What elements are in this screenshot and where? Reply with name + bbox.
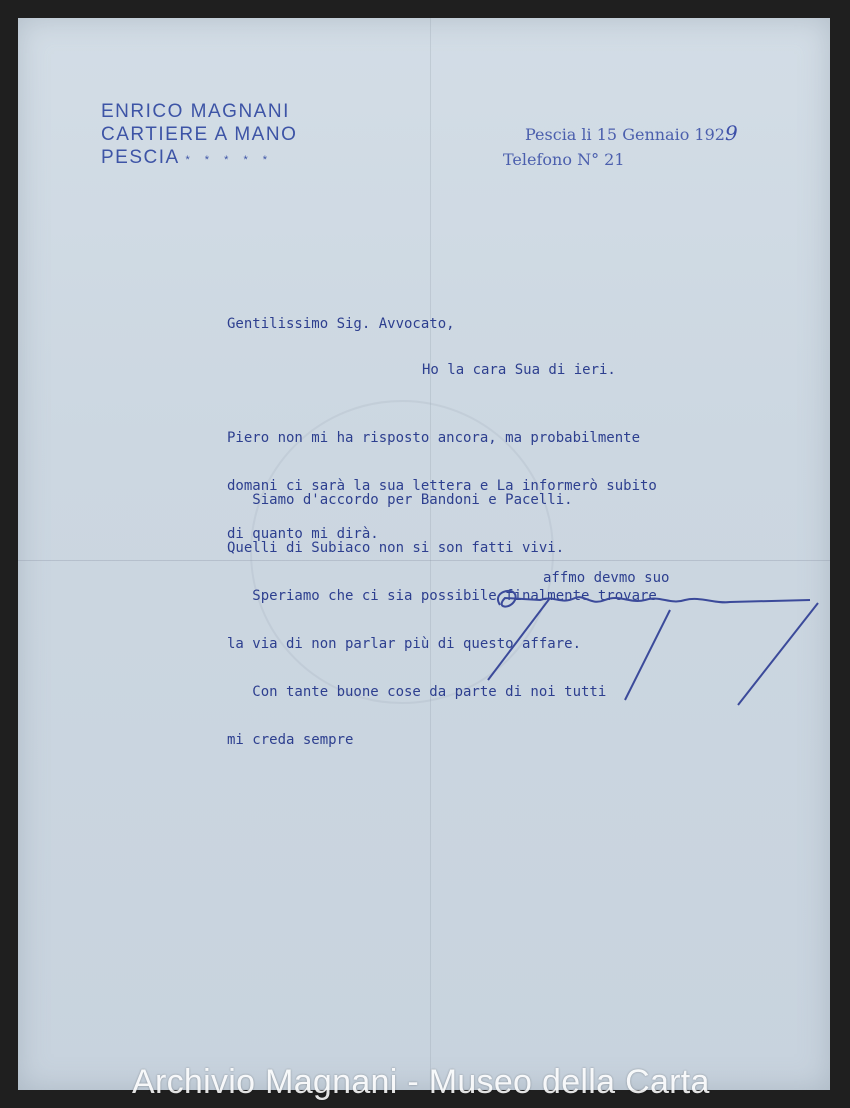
text-line: domani ci sarà la sua lettera e La informerò subito [227, 478, 657, 494]
phone-number: Telefono N° 21 [503, 150, 625, 169]
letterhead-ornament: * * * * * [185, 154, 274, 166]
archive-watermark-caption: Archivio Magnani - Museo della Carta [132, 1063, 710, 1101]
letterhead-city: PESCIA * * * * * [101, 147, 274, 168]
letterhead-name: ENRICO MAGNANI [101, 101, 290, 122]
closing: affmo devmo suo [543, 570, 670, 586]
letterhead [101, 100, 297, 172]
paragraph-1: Ho la cara Sua di ieri. [422, 362, 616, 378]
handwritten-signature [480, 570, 825, 715]
text-line: Piero non mi ha risposto ancora, ma probabilmente [227, 430, 641, 446]
handwritten-year-digit: 9 [724, 121, 738, 145]
text-line: Quelli di Subiaco non si son fatti vivi. [227, 540, 565, 556]
place-date: Pescia li 15 Gennaio 1929 [525, 121, 738, 145]
text-line: mi creda sempre [227, 732, 354, 748]
text-line: Con tante buone cose da parte di noi tutti [227, 684, 607, 700]
text-line: di quanto mi dirà. [227, 526, 379, 542]
text-line: la via di non parlar più di questo affare. [227, 636, 582, 652]
text-line: Siamo d'accordo per Bandoni e Pacelli. [227, 492, 573, 508]
dateline [503, 121, 738, 172]
text-line: Speriamo che ci sia possibile finalmente trovare [227, 588, 657, 604]
salutation: Gentilissimo Sig. Avvocato, [227, 316, 455, 332]
letterhead-company: CARTIERE A MANO [101, 124, 298, 145]
